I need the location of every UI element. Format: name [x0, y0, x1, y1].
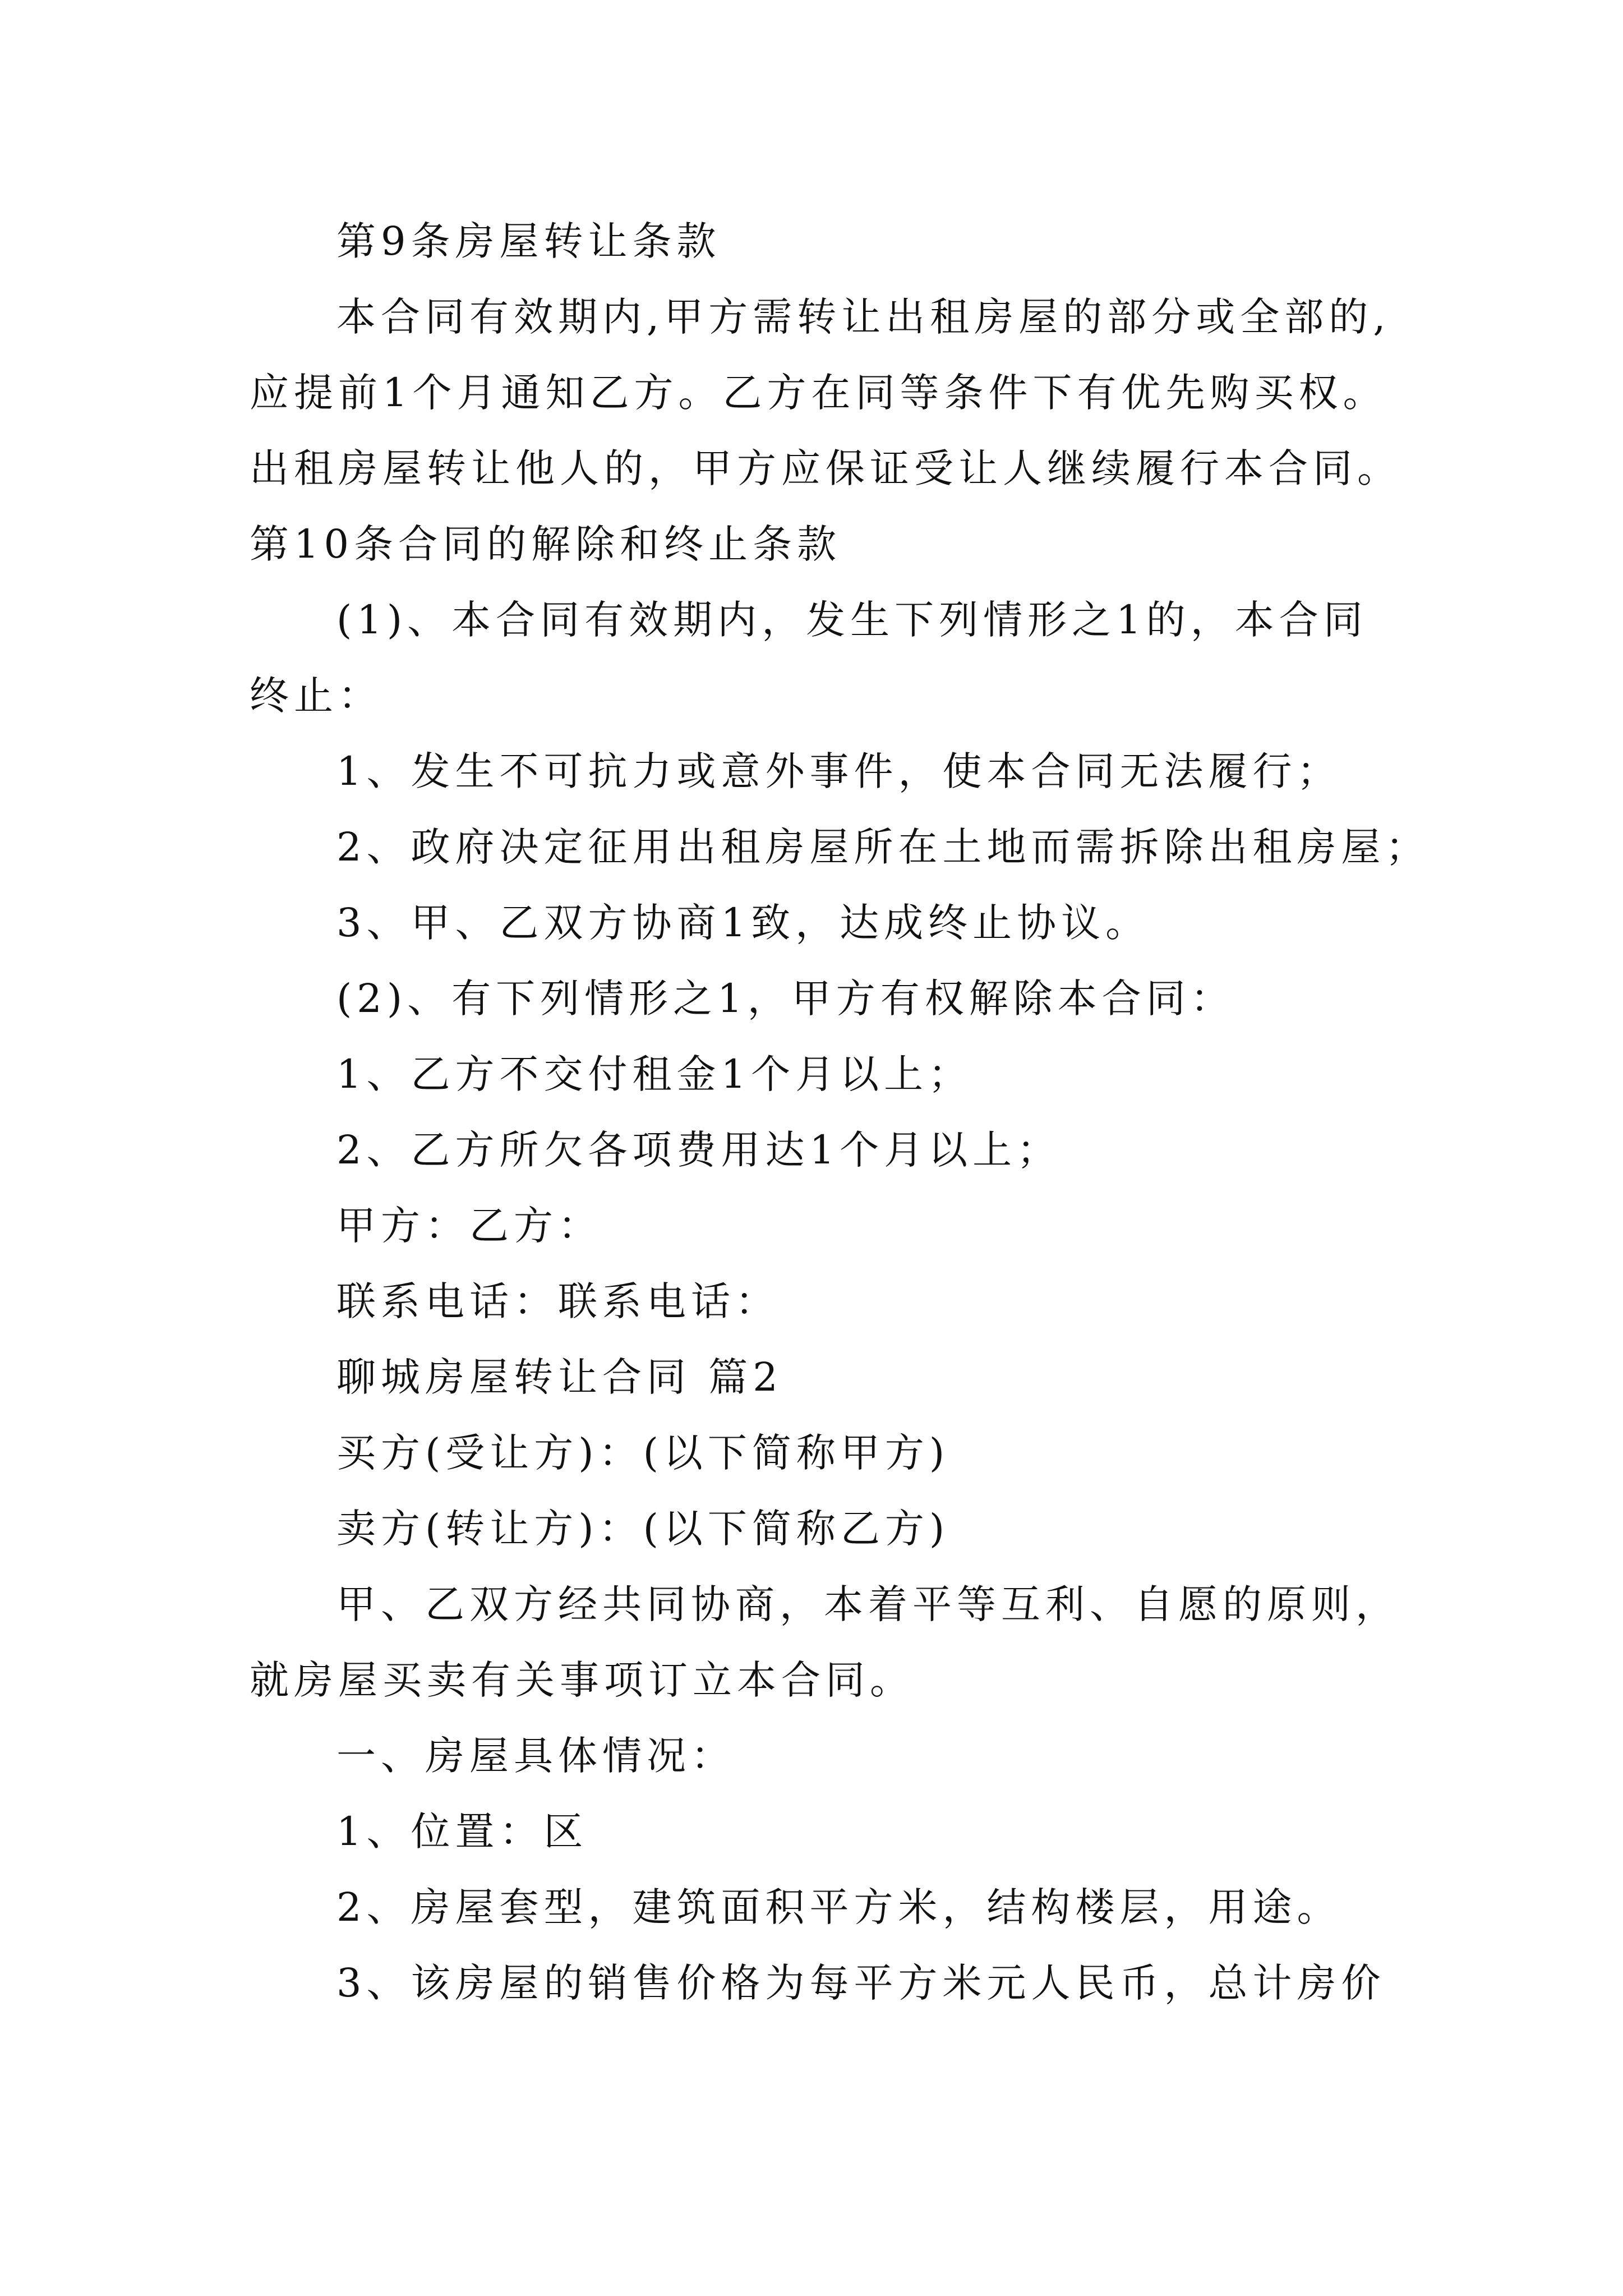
list-item: 1、乙方不交付租金1个月以上； [336, 1051, 973, 1097]
article-10-heading: 第10条合同的解除和终止条款 [250, 521, 842, 567]
article-9-heading: 第9条房屋转让条款 [336, 218, 721, 264]
list-item: 1、发生不可抗力或意外事件，使本合同无法履行； [336, 748, 1341, 794]
list-item: 1、位置：区 [336, 1809, 588, 1855]
paragraph-line: 甲、乙双方经共同协商，本着平等互利、自愿的原则， [336, 1581, 1400, 1627]
section-title: 聊城房屋转让合同 篇2 [336, 1354, 783, 1400]
paragraph-line: 应提前1个月通知乙方。乙方在同等条件下有优先购买权。 [250, 370, 1387, 416]
section-heading: 一、房屋具体情况： [336, 1733, 735, 1779]
list-item: 2、房屋套型，建筑面积平方米，结构楼层，用途。 [336, 1884, 1341, 1930]
list-item: 3、甲、乙双方协商1致，达成终止协议。 [336, 900, 1150, 946]
paragraph-line: 出租房屋转让他人的，甲方应保证受让人继续履行本合同。 [250, 445, 1401, 491]
list-item: 2、政府决定征用出租房屋所在土地而需拆除出租房屋； [336, 824, 1430, 870]
buyer-line: 买方(受让方)：(以下简称甲方) [336, 1430, 950, 1476]
contact-phones: 联系电话：联系电话： [336, 1278, 780, 1324]
paragraph-line: 就房屋买卖有关事项订立本合同。 [250, 1657, 914, 1703]
paragraph-line: (2)、有下列情形之1，甲方有权解除本合同： [336, 976, 1235, 1022]
paragraph-line: 终止： [250, 673, 382, 719]
paragraph-line: (1)、本合同有效期内，发生下列情形之1的，本合同 [336, 597, 1368, 643]
paragraph-line: 本合同有效期内,甲方需转让出租房屋的部分或全部的, [336, 294, 1391, 340]
signature-parties: 甲方：乙方： [336, 1203, 602, 1249]
list-item: 2、乙方所欠各项费用达1个月以上； [336, 1127, 1062, 1173]
seller-line: 卖方(转让方)：(以下简称乙方) [336, 1506, 950, 1552]
list-item: 3、该房屋的销售价格为每平方米元人民币，总计房价 [336, 1960, 1386, 2006]
